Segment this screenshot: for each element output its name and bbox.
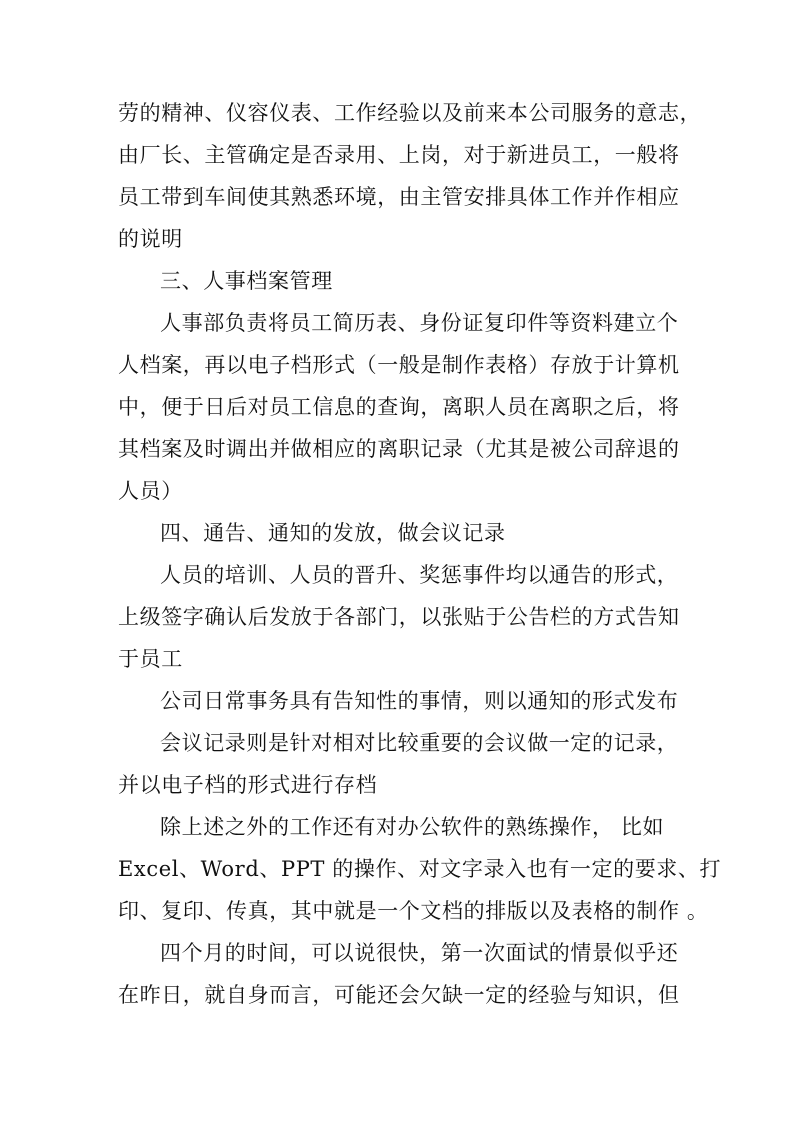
text-line-18: 除上述之外的工作还有对办公软件的熟练操作， 比如 (160, 815, 665, 839)
text-line-21: 四个月的时间，可以说很快，第一次面试的情景似乎还 (160, 941, 679, 965)
text-line-4: 的说明 (118, 227, 183, 251)
text-line-6: 人事部负责将员工简历表、身份证复印件等资料建立个 (160, 311, 679, 335)
document-page (118, 92, 722, 1016)
text-line-2: 由厂长、主管确定是否录用、上岗，对于新进员工，一般将 (118, 143, 680, 167)
text-line-15: 公司日常事务具有告知性的事情，则以通知的形式发布 (160, 689, 679, 713)
text-line-9: 其档案及时调出并做相应的离职记录（尤其是被公司辞退的 (118, 437, 680, 461)
text-line-1: 劳的精神、仪容仪表、工作经验以及前来本公司服务的意志， (118, 101, 702, 125)
text-line-20: 印、复印、传真，其中就是一个文档的排版以及表格的制作 。 (118, 899, 709, 923)
text-line-8: 中，便于日后对员工信息的查询，离职人员在离职之后，将 (118, 395, 680, 419)
text-line-13: 上级签字确认后发放于各部门，以张贴于公告栏的方式告知 (118, 605, 680, 629)
text-line-7: 人档案，再以电子档形式（一般是制作表格）存放于计算机 (118, 353, 680, 377)
text-line-3: 员工带到车间使其熟悉环境，由主管安排具体工作并作相应 (118, 185, 680, 209)
section-heading-4: 四、通告、通知的发放，做会议记录 (160, 521, 506, 545)
text-line-10: 人员） (118, 479, 183, 503)
section-heading-3: 三、人事档案管理 (160, 269, 333, 293)
text-line-14: 于员工 (118, 647, 183, 671)
text-line-12: 人员的培训、人员的晋升、奖惩事件均以通告的形式， (160, 563, 679, 587)
text-line-16: 会议记录则是针对相对比较重要的会议做一定的记录， (160, 731, 679, 755)
text-line-19: Excel、Word、PPT 的操作、对文字录入也有一定的要求、打 (118, 857, 722, 881)
text-line-17: 并以电子档的形式进行存档 (118, 773, 378, 797)
text-line-22: 在昨日，就自身而言，可能还会欠缺一定的经验与知识，但 (118, 983, 680, 1007)
